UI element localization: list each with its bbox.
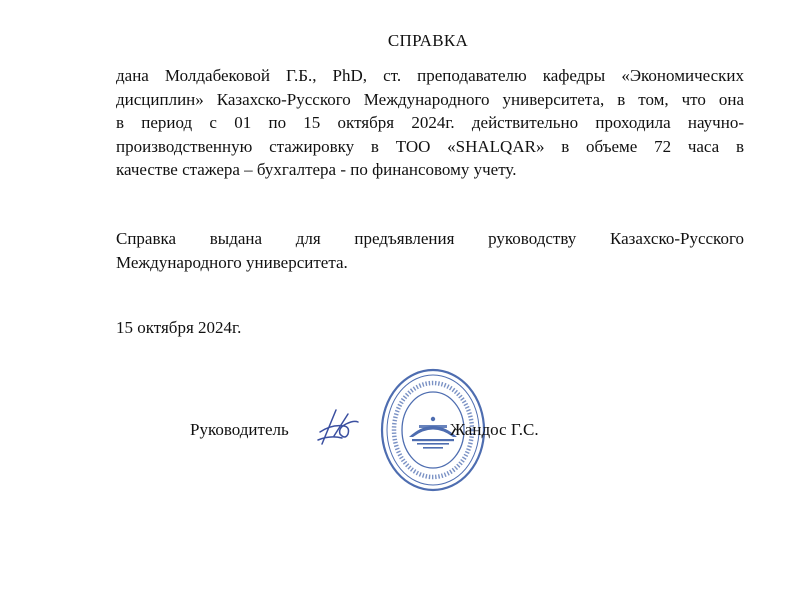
purpose-line: Справка выдана для предъявления руководству Казахско-Русского	[116, 229, 744, 248]
signatory-name: Жандос Г.С.	[450, 420, 539, 439]
issue-date: 15 октября 2024г.	[116, 318, 242, 337]
body-line: производственную стажировку в ТОО «SHALQAR» в объеме 72 часа в	[116, 136, 744, 156]
body-line: дана Молдабековой Г.Б., PhD, ст. преподавателю кафедры «Экономических	[116, 66, 744, 85]
body-line: в период с 01 по 15 октября 2024г. действительно проходила научно-	[116, 113, 744, 132]
purpose-line: Международного университета.	[116, 252, 348, 272]
signatory-role: Руководитель	[190, 420, 289, 439]
purpose-paragraph	[116, 227, 744, 274]
body-line: дисциплин» Казахско-Русского Международного университета, в том, что она	[116, 89, 744, 109]
certificate-body	[116, 64, 744, 182]
document-title: СПРАВКА	[387, 31, 469, 50]
handwritten-signature	[314, 404, 364, 450]
body-line: качестве стажера – бухгалтера - по финансовому учету.	[116, 160, 517, 179]
